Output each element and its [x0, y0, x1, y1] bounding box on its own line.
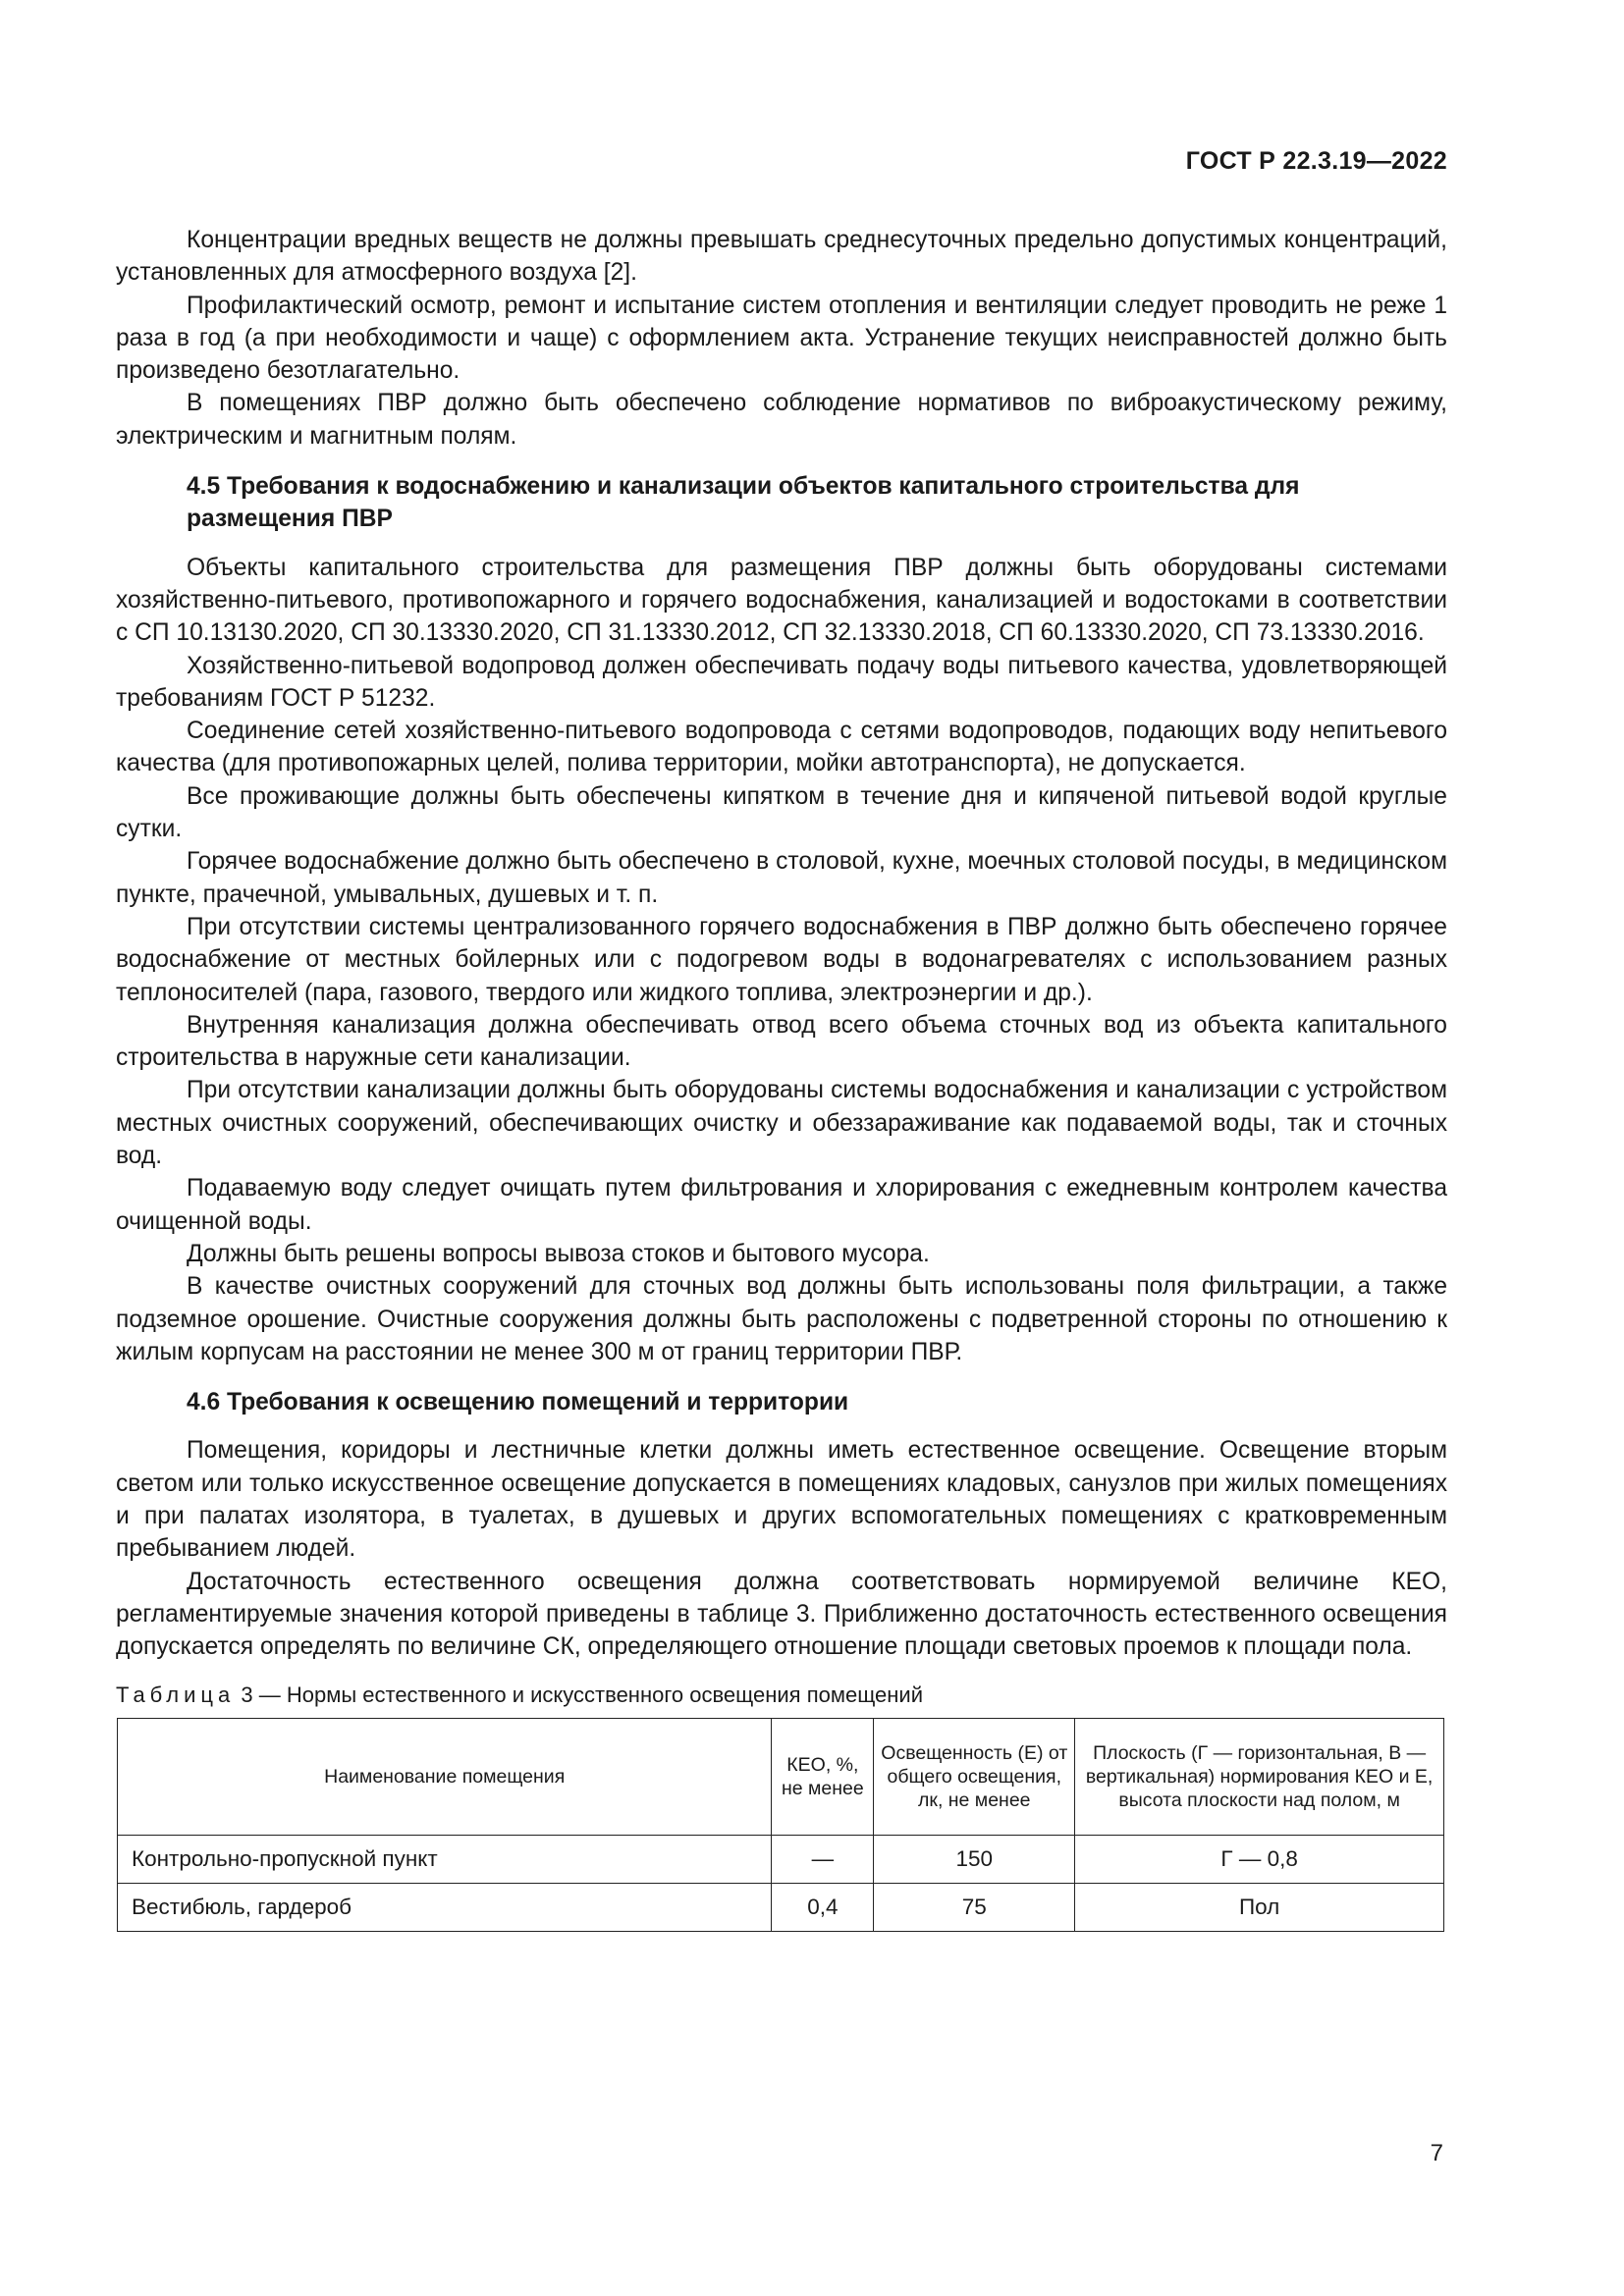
table-caption-label: Таблица [116, 1682, 236, 1708]
column-header: КЕО, %, не менее [772, 1719, 874, 1836]
section-heading-4-5: 4.5 Требования к водоснабжению и канализации объектов капитального строительства для размещения ПВР [187, 473, 1300, 533]
section-heading-4-6: 4.6 Требования к освещению помещений и территории [187, 1389, 849, 1416]
table-cell: Вестибюль, гардероб [118, 1884, 772, 1932]
paragraph: Соединение сетей хозяйственно-питьевого водопровода с сетями водопроводов, подающих воду непитьевого качества (для противопожарных целей, полива территории, мойки автотранспорта), не допускается. [116, 718, 1447, 777]
page-content [116, 224, 1447, 1932]
lighting-norms-table [117, 1718, 1444, 1932]
table-header-row [118, 1719, 1444, 1836]
paragraph: Горячее водоснабжение должно быть обеспечено в столовой, кухне, моечных столовой посуды, в медицинском пункте, прачечной, умывальных, душевых и т. п. [116, 848, 1447, 908]
table-caption-text: 3 — Нормы естественного и искусственного освещения помещений [241, 1682, 924, 1708]
paragraph: Достаточность естественного освещения должна соответствовать нормируемой величине КЕО, регламентируемые значения которой приведены в таблице 3. Приближенно достаточность естественного освещения допускается определять по величине СК, определяющего отношение площади световых проемов к площади пола. [116, 1568, 1447, 1661]
paragraph: Хозяйственно-питьевой водопровод должен обеспечивать подачу воды питьевого качества, удовлетворяющей требованиям ГОСТ Р 51232. [116, 652, 1447, 712]
table-cell: 150 [874, 1836, 1075, 1884]
paragraph: Объекты капитального строительства для размещения ПВР должны быть оборудованы системами хозяйственно-питьевого, противопожарного и горячего водоснабжения, канализацией и водостоками в соответствии с СП 10.13130.2020, СП 30.13330.2020, СП 31.13330.2012, СП 32.13330.2018, СП 60.13330.2020, СП 73.13330.2016. [116, 554, 1447, 647]
paragraph: При отсутствии системы централизованного горячего водоснабжения в ПВР должно быть обеспечено горячее водоснабжение от местных бойлерных или с подогревом воды в водонагревателях с использованием разных теплоносителей (пара, газового, твердого или жидкого топлива, электроэнергии и др.). [116, 913, 1447, 1006]
paragraph: Концентрации вредных веществ не должны превышать среднесуточных предельно допустимых концентраций, установленных для атмосферного воздуха [2]. [116, 227, 1447, 287]
paragraph: Профилактический осмотр, ремонт и испытание систем отопления и вентиляции следует проводить не реже 1 раза в год (а при необходимости и чаще) с оформлением акта. Устранение текущих неисправностей должно быть произведено безотлагательно. [116, 292, 1447, 385]
table-row [118, 1884, 1444, 1932]
table-cell: — [772, 1836, 874, 1884]
paragraph: Все проживающие должны быть обеспечены кипятком в течение дня и кипяченой питьевой водой круглые сутки. [116, 782, 1447, 843]
table-cell: 75 [874, 1884, 1075, 1932]
paragraph: Должны быть решены вопросы вывоза стоков и бытового мусора. [187, 1240, 930, 1267]
paragraph: В помещениях ПВР должно быть обеспечено соблюдение нормативов по виброакустическому режиму, электрическим и магнитным полям. [116, 390, 1447, 450]
paragraph: В качестве очистных сооружений для сточных вод должны быть использованы поля фильтрации, а также подземное орошение. Очистные сооружения должны быть расположены с подветренной стороны по отношению к жилым корпусам на расстоянии не менее 300 м от границ территории ПВР. [116, 1273, 1447, 1365]
paragraph: Внутренняя канализация должна обеспечивать отвод всего объема сточных вод из объекта капитального строительства в наружные сети канализации. [116, 1011, 1447, 1072]
column-header: Наименование помещения [118, 1719, 772, 1836]
table-cell: Г — 0,8 [1075, 1836, 1444, 1884]
table-cell: Пол [1075, 1884, 1444, 1932]
page-number: 7 [1430, 2140, 1443, 2166]
table-caption [116, 1681, 1447, 1710]
table-cell: Контрольно-пропускной пункт [118, 1836, 772, 1884]
paragraph: Помещения, коридоры и лестничные клетки должны иметь естественное освещение. Освещение вторым светом или только искусственное освещение допускается в помещениях кладовых, санузлов при жилых помещениях и при палатах изолятора, в туалетах, в душевых и других вспомогательных помещениях с кратковременным пребыванием людей. [116, 1437, 1447, 1563]
table-cell: 0,4 [772, 1884, 874, 1932]
column-header: Освещенность (Е) от общего освещения, лк, не менее [874, 1719, 1075, 1836]
paragraph: Подаваемую воду следует очищать путем фильтрования и хлорирования с ежедневным контролем качества очищенной воды. [116, 1175, 1447, 1235]
table-row [118, 1836, 1444, 1884]
paragraph: При отсутствии канализации должны быть оборудованы системы водоснабжения и канализации с устройством местных очистных сооружений, обеспечивающих очистку и обеззараживание как подаваемой воды, так и сточных вод. [116, 1077, 1447, 1170]
column-header: Плоскость (Г — горизонтальная, В — вертикальная) нормирования КЕО и Е, высота плоскости над полом, м [1075, 1719, 1444, 1836]
document-id: ГОСТ Р 22.3.19—2022 [1185, 147, 1447, 175]
